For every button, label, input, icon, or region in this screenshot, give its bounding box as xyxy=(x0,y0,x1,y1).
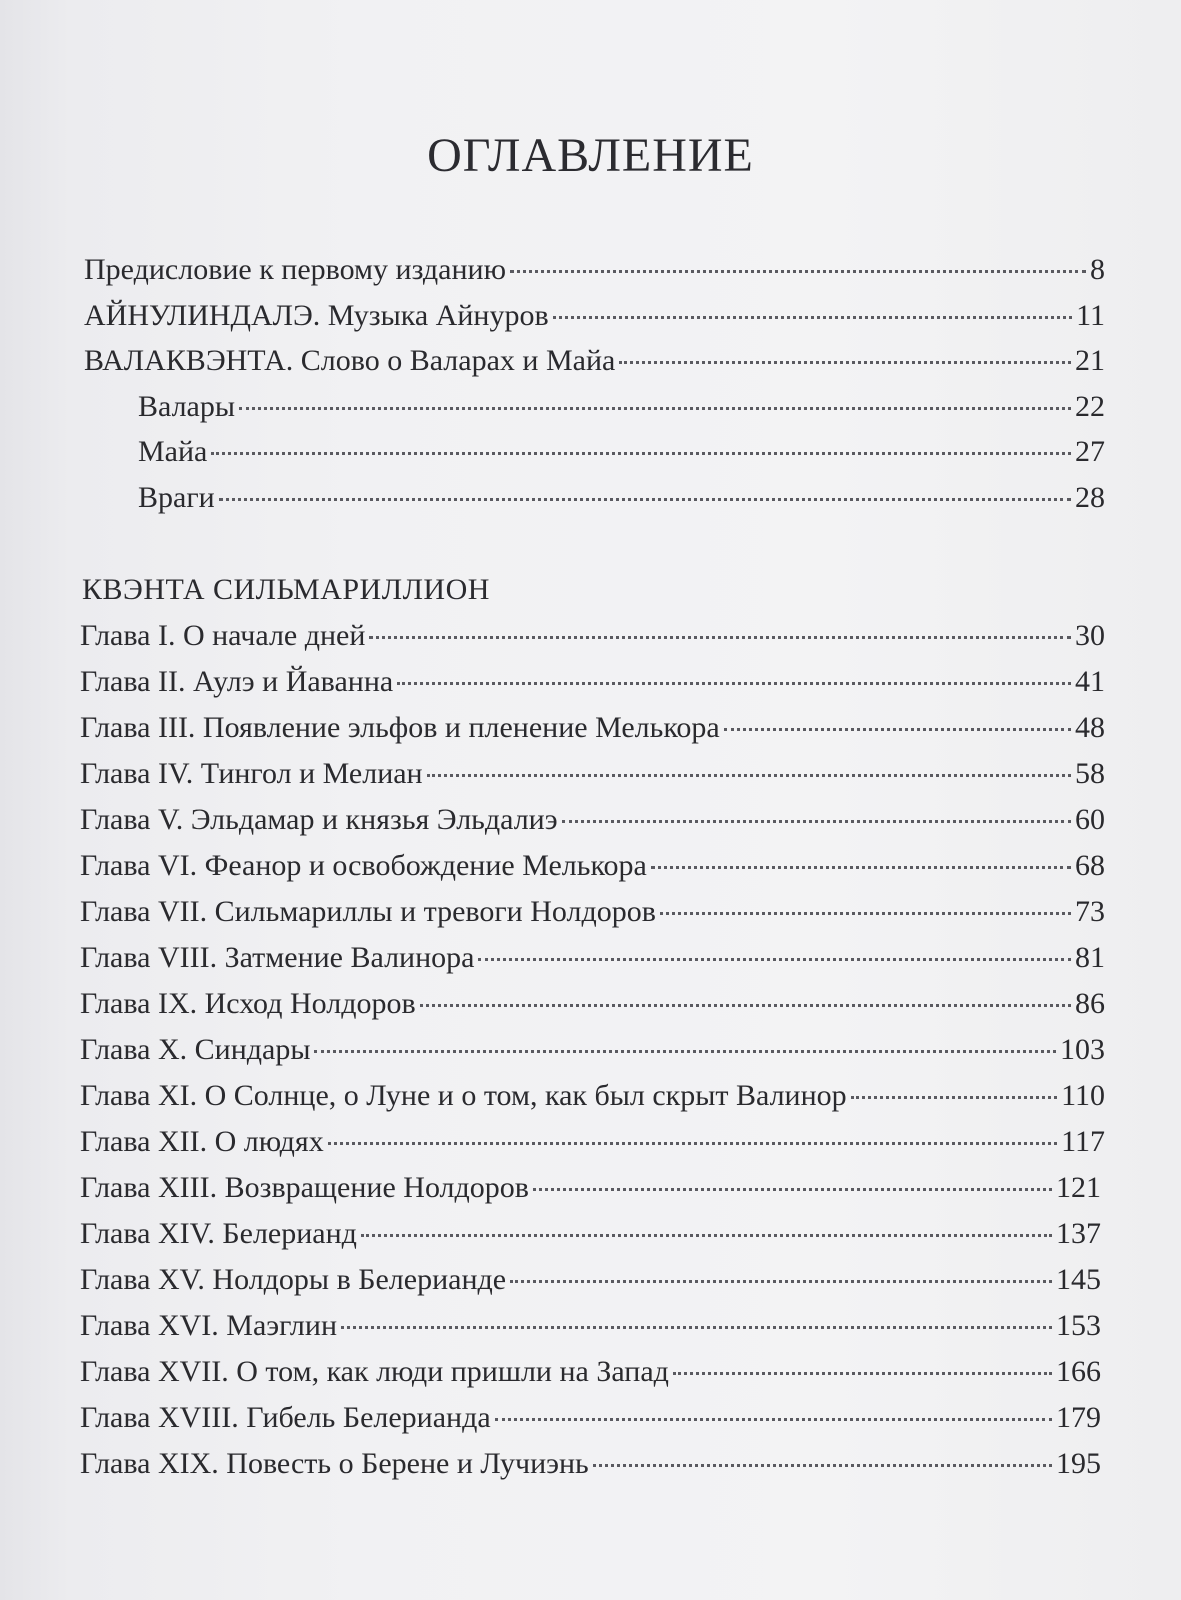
toc-entry-page: 8 xyxy=(1090,253,1105,286)
dot-leader xyxy=(495,1418,1052,1421)
dot-leader xyxy=(397,682,1071,685)
dot-leader xyxy=(427,774,1071,777)
toc-entry[interactable] xyxy=(84,341,1105,381)
toc-entry[interactable] xyxy=(80,754,1105,794)
toc-entry-page: 110 xyxy=(1061,1079,1105,1112)
dot-leader xyxy=(510,1280,1052,1283)
toc-entry-page: 21 xyxy=(1075,344,1105,377)
toc-entry[interactable] xyxy=(80,1306,1101,1346)
toc-subentry[interactable] xyxy=(138,478,1105,518)
toc-entry-title: Глава XIX. Повесть о Берене и Лучиэнь xyxy=(80,1447,589,1480)
dot-leader xyxy=(619,361,1071,364)
toc-entry[interactable] xyxy=(80,1030,1105,1070)
toc-entry-title: Майа xyxy=(138,435,208,468)
toc-entry-title: Глава I. О начале дней xyxy=(80,619,366,652)
toc-entry[interactable] xyxy=(80,800,1105,840)
toc-entry-page: 121 xyxy=(1056,1171,1101,1204)
dot-leader xyxy=(361,1234,1052,1237)
toc-entry-title: Глава X. Синдары xyxy=(80,1033,311,1066)
dot-leader xyxy=(328,1142,1057,1145)
toc-entry[interactable] xyxy=(80,984,1105,1024)
toc-entry-page: 41 xyxy=(1075,665,1105,698)
dot-leader xyxy=(341,1326,1052,1329)
dot-leader xyxy=(211,452,1071,455)
toc-entry-title: Глава II. Аулэ и Йаванна xyxy=(80,665,394,698)
page-title: ОГЛАВЛЕНИЕ xyxy=(427,129,754,182)
toc-entry-page: 68 xyxy=(1075,849,1105,882)
dot-leader xyxy=(851,1096,1057,1099)
toc-entry-page: 137 xyxy=(1056,1217,1101,1250)
toc-entry-title: Глава IV. Тингол и Мелиан xyxy=(80,757,423,790)
toc-entry-title: АЙНУЛИНДАЛЭ. Музыка Айнуров xyxy=(84,299,549,332)
toc-entry[interactable] xyxy=(80,1122,1105,1162)
toc-entry-title: Глава VIII. Затмение Валинора xyxy=(80,941,475,974)
toc-entry[interactable] xyxy=(80,1168,1101,1208)
toc-entry[interactable] xyxy=(80,708,1105,748)
toc-entry[interactable] xyxy=(80,1076,1105,1116)
toc-entry-page: 58 xyxy=(1075,757,1105,790)
toc-entry[interactable] xyxy=(84,296,1105,336)
dot-leader xyxy=(239,407,1071,410)
toc-entry[interactable] xyxy=(80,1352,1101,1392)
toc-entry-page: 86 xyxy=(1075,987,1105,1020)
toc-entry-title: Глава IX. Исход Нолдоров xyxy=(80,987,416,1020)
toc-entry-page: 48 xyxy=(1075,711,1105,744)
dot-leader xyxy=(219,498,1071,501)
toc-entry[interactable] xyxy=(80,1398,1101,1438)
toc-entry-title: Глава XIII. Возвращение Нолдоров xyxy=(80,1171,529,1204)
toc-entry-page: 28 xyxy=(1075,481,1105,514)
toc-entry-title: Предисловие к первому изданию xyxy=(84,253,507,286)
toc-entry-title: Глава VI. Феанор и освобождение Мелькора xyxy=(80,849,647,882)
dot-leader xyxy=(724,728,1071,731)
toc-entry-title: Глава VII. Сильмариллы и тревоги Нолдоров xyxy=(80,895,656,928)
toc-entry-title: Глава XV. Нолдоры в Белерианде xyxy=(80,1263,507,1296)
toc-entry-title: Глава III. Появление эльфов и пленение Мелькора xyxy=(80,711,720,744)
dot-leader xyxy=(660,912,1071,915)
toc-entry-title: Глава V. Эльдамар и князья Эльдалиэ xyxy=(80,803,558,836)
dot-leader xyxy=(593,1464,1052,1467)
toc-entry-title: Глава XIV. Белерианд xyxy=(80,1217,357,1250)
dot-leader xyxy=(510,270,1086,273)
toc-entry[interactable] xyxy=(80,616,1105,656)
dot-leader xyxy=(533,1188,1052,1191)
toc-entry[interactable] xyxy=(80,892,1105,932)
toc-entry[interactable] xyxy=(80,938,1105,978)
toc-entry-page: 22 xyxy=(1075,390,1105,423)
toc-entry-title: Валары xyxy=(138,390,236,423)
toc-entry[interactable] xyxy=(84,250,1105,290)
toc-entry-title: Глава XI. О Солнце, о Луне и о том, как был скрыт Валинор xyxy=(80,1079,847,1112)
toc-entry-title: Глава XVIII. Гибель Белерианда xyxy=(80,1401,491,1434)
toc-subentry[interactable] xyxy=(138,432,1105,472)
toc-entry-page: 30 xyxy=(1075,619,1105,652)
toc-entry-title: Враги xyxy=(138,481,215,514)
toc-entry[interactable] xyxy=(80,1444,1101,1484)
toc-entry-page: 81 xyxy=(1075,941,1105,974)
section-heading: КВЭНТА СИЛЬМАРИЛЛИОН xyxy=(82,573,490,606)
toc-entry-title: ВАЛАКВЭНТА. Слово о Валарах и Майа xyxy=(84,344,616,377)
toc-entry-title: Глава XVI. Маэглин xyxy=(80,1309,338,1342)
toc-entry-page: 195 xyxy=(1056,1447,1101,1480)
toc-entry-page: 11 xyxy=(1076,299,1105,332)
toc-entry-page: 117 xyxy=(1061,1125,1105,1158)
dot-leader xyxy=(673,1372,1052,1375)
dot-leader xyxy=(369,636,1071,639)
dot-leader xyxy=(314,1050,1056,1053)
toc-entry-page: 60 xyxy=(1075,803,1105,836)
toc-entry[interactable] xyxy=(80,1260,1101,1300)
toc-entry-title: Глава XVII. О том, как люди пришли на Запад xyxy=(80,1355,669,1388)
toc-entry-page: 103 xyxy=(1060,1033,1105,1066)
toc-subentry[interactable] xyxy=(138,387,1105,427)
toc-entry-page: 153 xyxy=(1056,1309,1101,1342)
toc-entry-page: 73 xyxy=(1075,895,1105,928)
dot-leader xyxy=(553,316,1072,319)
dot-leader xyxy=(562,820,1071,823)
toc-entry-page: 145 xyxy=(1056,1263,1101,1296)
toc-entry-title: Глава XII. О людях xyxy=(80,1125,324,1158)
dot-leader xyxy=(651,866,1071,869)
toc-entry-page: 179 xyxy=(1056,1401,1101,1434)
dot-leader xyxy=(478,958,1071,961)
toc-entry-page: 166 xyxy=(1056,1355,1101,1388)
toc-entry-page: 27 xyxy=(1075,435,1105,468)
toc-entry[interactable] xyxy=(80,1214,1101,1254)
toc-entry[interactable] xyxy=(80,662,1105,702)
toc-entry[interactable] xyxy=(80,846,1105,886)
dot-leader xyxy=(420,1004,1071,1007)
